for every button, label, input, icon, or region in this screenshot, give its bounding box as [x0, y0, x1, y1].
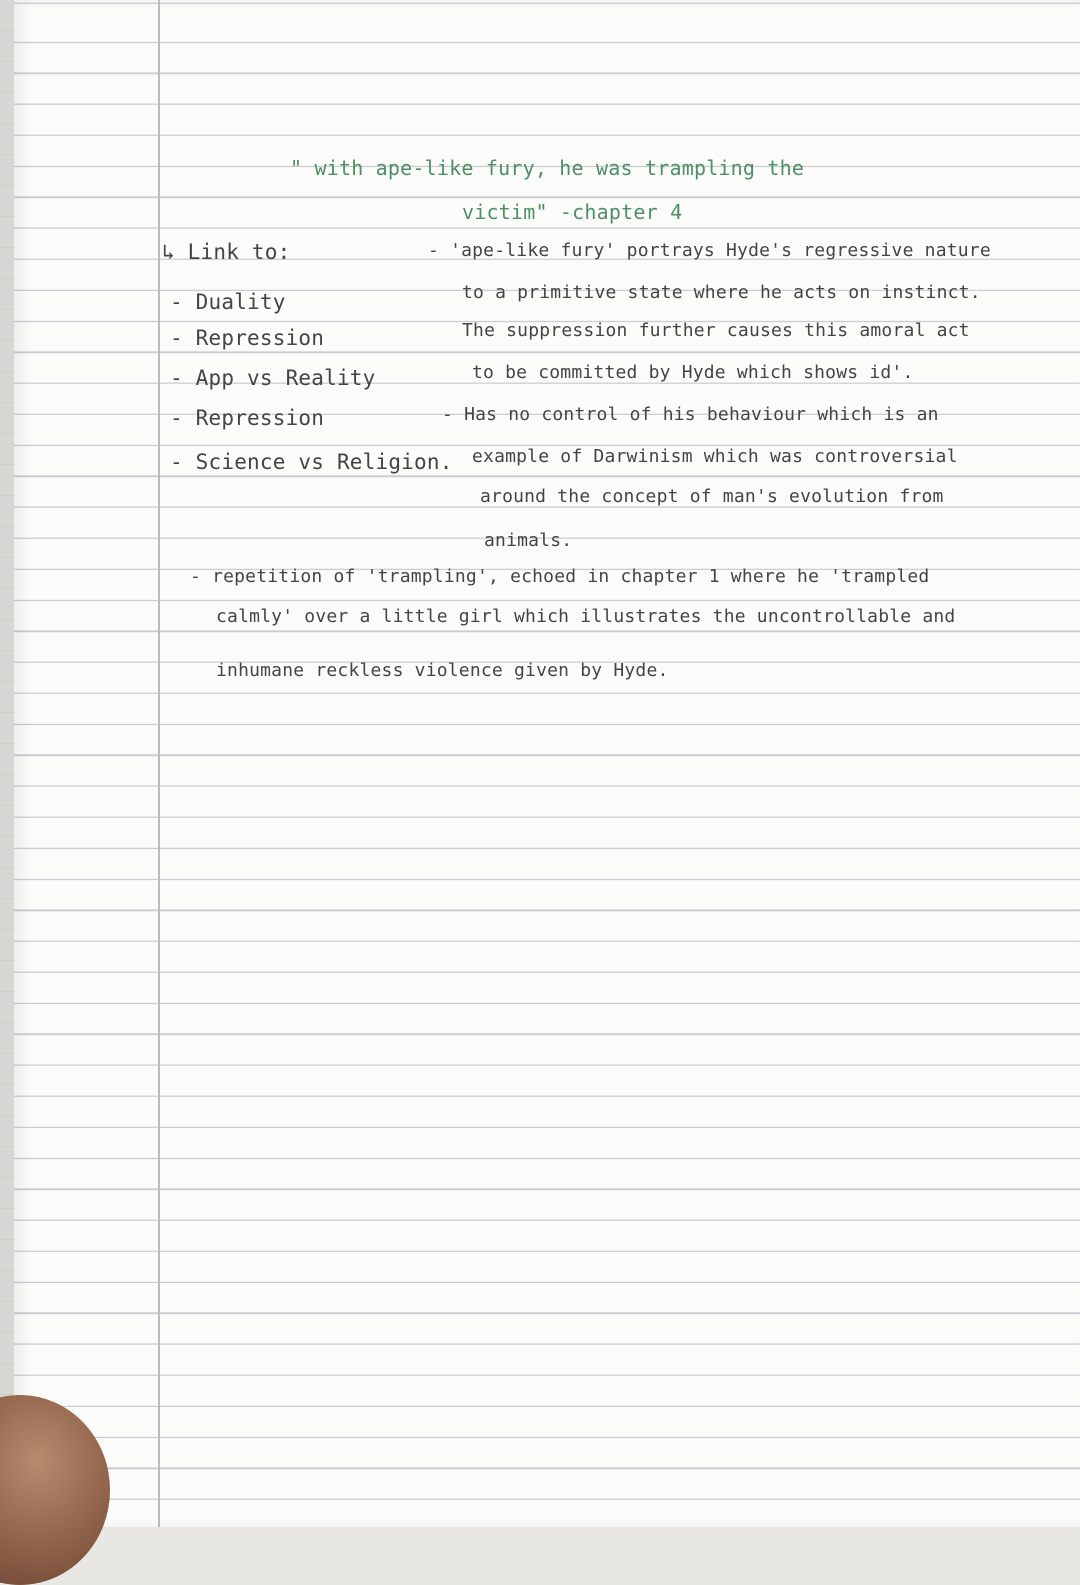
repetition-line: calmly' over a little girl which illustrates the uncontrollable and [216, 606, 956, 627]
link-item: - Science vs Religion. [170, 450, 453, 474]
analysis-line: to be committed by Hyde which shows id'. [472, 362, 914, 383]
notebook-spine [0, 0, 14, 1527]
margin-line [158, 0, 160, 1527]
analysis-line: - Has no control of his behaviour which is an [442, 404, 939, 425]
analysis-line: - 'ape-like fury' portrays Hyde's regressive nature [428, 240, 991, 261]
repetition-line: inhumane reckless violence given by Hyde. [216, 660, 669, 681]
link-item: - App vs Reality [170, 366, 376, 390]
analysis-line: to a primitive state where he acts on instinct. [462, 282, 981, 303]
analysis-line: around the concept of man's evolution from [480, 486, 944, 507]
analysis-line: animals. [484, 530, 573, 551]
analysis-line: The suppression further causes this amoral act [462, 320, 970, 341]
link-item: - Duality [170, 290, 286, 314]
link-to-heading: ↳ Link to: [162, 240, 291, 264]
analysis-line: example of Darwinism which was controversial [472, 446, 958, 467]
repetition-line: - repetition of 'trampling', echoed in chapter 1 where he 'trampled [190, 566, 930, 587]
link-item: - Repression [170, 326, 325, 350]
link-item: - Repression [170, 406, 325, 430]
notebook-page [14, 0, 1080, 1527]
quote-line-2: victim" -chapter 4 [462, 200, 683, 224]
quote-line-1: " with ape-like fury, he was trampling the [290, 156, 805, 180]
